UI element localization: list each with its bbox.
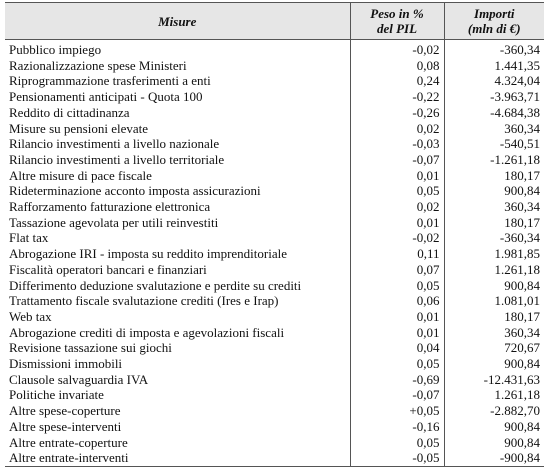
measure-cell: Trattamento fiscale svalutazione crediti (Ires e Irap) [9,293,279,309]
table-row [5,40,544,58]
weight-cell: -0,26 [350,105,444,121]
weight-cell: -0,05 [350,450,444,466]
weight-cell: 0,07 [350,262,444,278]
measure-cell: Altre misure di pace fiscale [9,167,152,183]
table-row [5,152,544,168]
amount-cell: 180,17 [444,215,544,231]
table-row [5,325,544,341]
measure-cell: Clausole salvaguardia IVA [9,371,149,387]
measure-cell: Pubblico impiego [9,42,102,57]
table-body [5,40,544,467]
measure-cell: Pensionamenti anticipati - Quota 100 [9,89,203,105]
amount-cell: 180,17 [444,309,544,325]
header-row [5,3,544,40]
measure-cell: Tassazione agevolata per utili reinvestiti [9,214,219,230]
table-header [5,3,544,40]
table-row [5,340,544,356]
table-row [5,89,544,105]
table-row [5,183,544,199]
amount-cell: -3.963,71 [444,89,544,105]
table-row [5,105,544,121]
amount-cell: 900,84 [444,183,544,199]
weight-cell: 0,01 [350,309,444,325]
amount-cell: -4.684,38 [444,105,544,121]
table-row [5,246,544,262]
weight-cell: -0,02 [350,40,444,58]
table-row [5,58,544,74]
measure-cell: Web tax [9,308,52,324]
amount-cell: 900,84 [444,435,544,451]
measure-cell: Altre entrate-interventi [5,450,350,466]
weight-cell: 0,05 [350,278,444,294]
measure-cell: Altre spese-coperture [9,403,121,419]
amount-cell: 900,84 [444,419,544,435]
weight-cell: 0,02 [350,199,444,215]
amount-cell: 1.981,85 [444,246,544,262]
amount-cell: 360,34 [444,325,544,341]
weight-cell: 0,05 [350,183,444,199]
table-row [5,73,544,89]
measure-cell: Razionalizzazione spese Ministeri [9,57,187,73]
amount-cell: 1.261,18 [444,262,544,278]
weight-cell: 0,08 [350,58,444,74]
table-row [5,215,544,231]
amount-cell: 360,34 [444,199,544,215]
measure-cell: Flat tax [9,230,49,246]
table-row [5,168,544,184]
weight-cell: -0,02 [350,230,444,246]
weight-cell: -0,03 [350,136,444,152]
weight-cell: 0,01 [350,215,444,231]
measure-cell: Dismissioni immobili [9,356,123,372]
measure-cell: Reddito di cittadinanza [9,104,130,120]
header-amount-line2: (mln di €) [467,21,521,36]
measure-cell: Misure su pensioni elevate [9,120,148,136]
weight-cell: -0,07 [350,387,444,403]
table-row [5,387,544,403]
amount-cell: 1.441,35 [444,58,544,74]
amount-cell: 1.261,18 [444,387,544,403]
measures-table [5,2,544,467]
header-amount [444,3,544,40]
weight-cell: -0,69 [350,372,444,388]
measure-cell: Altre entrate-coperture [9,434,128,450]
weight-cell: 0,04 [350,340,444,356]
table-row [5,121,544,137]
amount-cell: 4.324,04 [444,73,544,89]
amount-cell: 180,17 [444,168,544,184]
table-row [5,403,544,419]
measure-cell: Fiscalità operatori bancari e finanziari [9,261,207,277]
weight-cell: 0,06 [350,293,444,309]
header-measure [5,3,350,40]
measure-cell: Revisione tassazione sui giochi [9,340,172,356]
weight-cell: -0,07 [350,152,444,168]
weight-cell: -0,16 [350,419,444,435]
table-row [5,419,544,435]
weight-cell: 0,05 [350,356,444,372]
measure-cell: Differimento deduzione svalutazione e perdite su crediti [9,277,302,293]
table-row [5,309,544,325]
header-weight-line2: del PIL [376,21,418,36]
amount-cell: -900,84 [444,450,544,466]
amount-cell: -360,34 [444,40,544,58]
measures-table-container [5,2,544,467]
weight-cell: 0,01 [350,325,444,341]
measure-cell: Rafforzamento fatturazione elettronica [9,199,211,215]
table-row [5,372,544,388]
measure-cell: Politiche invariate [9,387,104,403]
table-row [5,356,544,372]
amount-cell: -360,34 [444,230,544,246]
measure-cell: Abrogazione crediti di imposta e agevolazioni fiscali [9,324,285,340]
weight-cell: 0,02 [350,121,444,137]
table-row [5,199,544,215]
amount-cell: 900,84 [444,356,544,372]
amount-cell: 720,67 [444,340,544,356]
amount-cell: -12.431,63 [444,372,544,388]
measure-cell: Riprogrammazione trasferimenti a enti [9,73,211,89]
weight-cell: +0,05 [350,403,444,419]
weight-cell: -0,22 [350,89,444,105]
measure-cell: Altre spese-interventi [9,418,122,434]
table-row [5,278,544,294]
header-amount-line1: Importi [474,6,515,21]
weight-cell: 0,11 [350,246,444,262]
header-measure-label: Misure [158,13,197,29]
amount-cell: -2.882,70 [444,403,544,419]
table-row [5,262,544,278]
amount-cell: 1.081,01 [444,293,544,309]
table-row [5,435,544,451]
weight-cell: 0,01 [350,168,444,184]
amount-cell: -540,51 [444,136,544,152]
measure-cell: Rilancio investimenti a livello nazionale [9,136,220,152]
weight-cell: 0,05 [350,435,444,451]
table-row [5,136,544,152]
measure-cell: Abrogazione IRI - imposta su reddito imprenditoriale [9,246,287,262]
header-weight [350,3,444,40]
weight-cell: 0,24 [350,73,444,89]
amount-cell: 360,34 [444,121,544,137]
amount-cell: 900,84 [444,278,544,294]
header-weight-line1: Peso in % [370,6,424,21]
measure-cell: Rilancio investimenti a livello territoriale [9,151,225,167]
table-row [5,450,544,466]
table-row [5,293,544,309]
table-row [5,230,544,246]
measure-cell: Rideterminazione acconto imposta assicurazioni [9,183,261,199]
amount-cell: -1.261,18 [444,152,544,168]
